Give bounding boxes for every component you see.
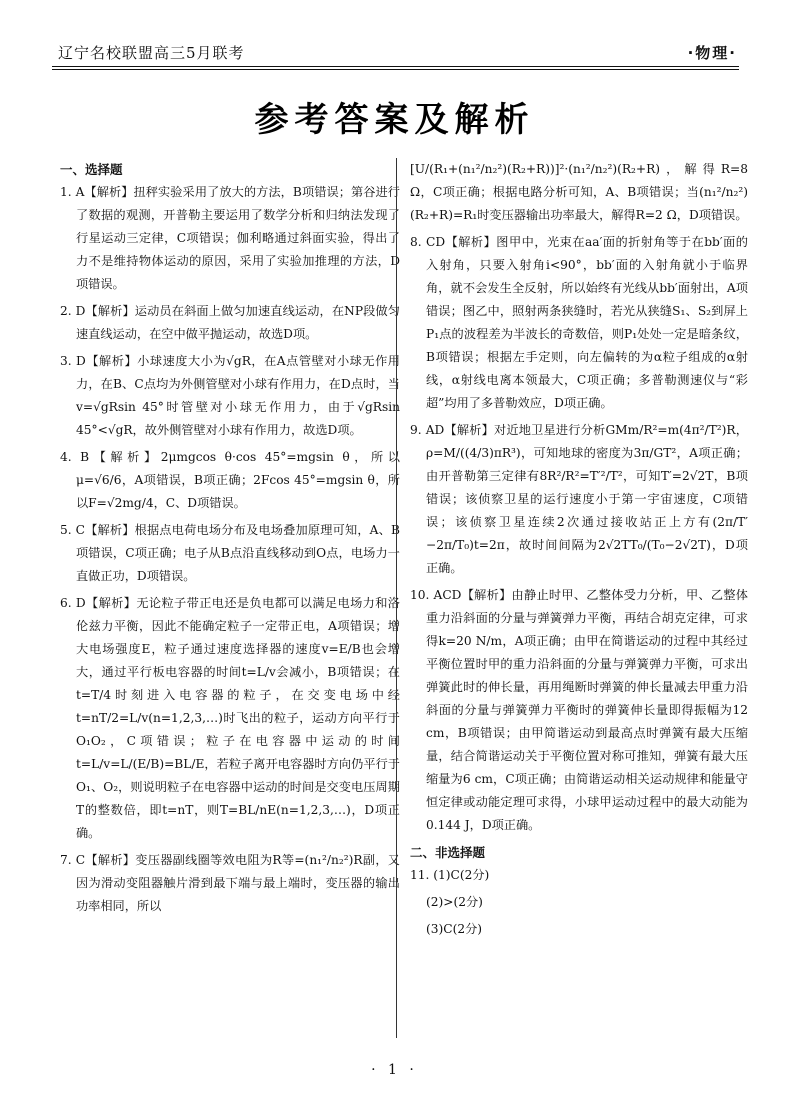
page-number: · 1 ·	[371, 1062, 418, 1078]
answer-item-2: 2. D【解析】运动员在斜面上做匀加速直线运动，在NP段做匀速直线运动，在空中做平抛运动，故选D项。	[60, 304, 400, 341]
answer-item-10: 10. ACD【解析】由静止时甲、乙整体受力分析，甲、乙整体重力沿斜面的分量与弹簧弹力平衡，再结合胡克定律，可求得k=20 N/m，A项正确；由甲在简谐运动的过程中其经过平衡位置时甲的重力沿斜面的分量与弹簧弹力平衡，可求出弹簧此时的伸长量，再用绳断时弹簧的伸长量减去甲重力沿斜面的分量与弹簧弹力平衡时的弹簧伸长量即得振幅为12 cm，B项错误；由甲简谐运动到最高点时弹簧有最大压缩量，结合简谐运动关于平衡位置对称可推知，弹簧有最大压缩量为6 cm，C项正确；由简谐运动相关运动规律和能量守恒定律或动能定理可求得，小球甲运动过程中的最大动能为0.144 J，D项正确。	[410, 588, 748, 832]
page-title: 参考答案及解析	[254, 100, 535, 140]
answer-item-11-part2: (2)>(2分)	[426, 895, 483, 909]
answer-item-8: 8. CD【解析】图甲中，光束在aa′面的折射角等于在bb′面的入射角，只要入射角i<90°，bb′面的入射角就小于临界角，就不会发生全反射，所以始终有光线从bb′面射出，A项错误；图乙中，照射两条狭缝时，若光从狭缝S₁、S₂到屏上P₁点的波程差为半波长的奇数倍，则P₁处处一定是暗条纹，B项错误；根据左手定则，向左偏转的为α粒子组成的α射线，α射线电离本领最大，C项正确；多普勒测速仪与“彩超”均用了多普勒效应，D项正确。	[410, 235, 748, 410]
answer-item-5: 5. C【解析】根据点电荷电场分布及电场叠加原理可知，A、B项错误，C项正确；电子从B点沿直线移动到O点，电场力一直做正功，D项错误。	[60, 523, 400, 583]
answer-item-1: 1. A【解析】扭秤实验采用了放大的方法，B项错误；第谷进行了数据的观测，开普勒主要运用了数学分析和归纳法发现了行星运动三定律，C项错误；伽利略通过斜面实验，得出了力不是维持物体运动的原因，采用了实验加推理的方法，D项错误。	[60, 185, 400, 291]
answer-item-4: 4. B【解析】2μmgcos θ·cos 45°=mgsin θ，所以μ=√6/6，A项错误，B项正确；2Fcos 45°=mgsin θ，所以F=√2mg/4，C、D项错误。	[60, 450, 400, 510]
answer-item-7: 7. C【解析】变压器副线圈等效电阻为R等=(n₁²/n₂²)R副，又因为滑动变阻器触片滑到最下端与最上端时，变压器的输出功率相同，所以	[60, 853, 400, 913]
section-heading-nonchoice: 二、非选择题	[410, 845, 486, 860]
left-column	[60, 158, 400, 922]
answer-item-6: 6. D【解析】无论粒子带正电还是负电都可以满足电场力和洛伦兹力平衡，因此不能确定粒子一定带正电，A项错误；增大电场强度E，粒子通过速度选择器的速度v=E/B也会增大，通过平行板电容器的时间t=L/v会减小，B项错误；在t=T/4时刻进入电容器的粒子，在交变电场中经t=nT/2=L/v(n=1,2,3,…)时飞出的粒子，运动方向平行于O₁O₂，C项错误；粒子在电容器中运动的时间t=L/v=L/(E/B)=BL/E，若粒子离开电容器时方向仍平行于O₁、O₂，则说明粒子在电容器中运动的时间是交变电压周期T的整数倍，即t=nT，则T=BL/nE(n=1,2,3,…)，D项正确。	[60, 596, 400, 840]
answer-item-3: 3. D【解析】小球速度大小为√gR，在A点管壁对小球无作用力，在B、C点均为外侧管壁对小球有作用力，在D点时，当v=√gRsin 45°时管壁对小球无作用力，由于√gRsin 45°<√gR，故外侧管壁对小球有作用力，故选D项。	[60, 354, 400, 437]
answer-item-7-continued: [U/(R₁+(n₁²/n₂²)(R₂+R))]²·(n₁²/n₂²)(R₂+R)，解得R=8 Ω，C项正确；根据电路分析可知，A、B项错误；当(n₁²/n₂²)(R₂+R)=R₁时变压器输出功率最大，解得R=2 Ω，D项错误。	[410, 162, 748, 222]
page-header	[0, 0, 789, 70]
header-rule	[52, 66, 739, 70]
right-column	[410, 158, 748, 945]
column-divider	[396, 158, 397, 1038]
subject-label: ·物理·	[687, 44, 737, 62]
answer-item-11-part3: (3)C(2分)	[426, 922, 483, 936]
exam-title: 辽宁名校联盟高三5月联考	[58, 44, 245, 62]
section-heading-choice: 一、选择题	[60, 162, 123, 177]
answer-item-9: 9. AD【解析】对近地卫星进行分析GMm/R²=m(4π²/T²)R，ρ=M/((4/3)πR³)，可知地球的密度为3π/GT²，A项正确；由开普勒第三定律有8R²/R²=T′²/T²，可知T′=2√2T，B项错误；该侦察卫星的运行速度小于第一宇宙速度，C项错误；该侦察卫星连续2次通过接收站正上方有(2π/T′−2π/T₀)t=2π，故时间间隔为2√2TT₀/(T₀−2√2T)，D项正确。	[410, 423, 748, 575]
answer-item-11-part1: 11. (1)C(2分)	[410, 868, 490, 882]
